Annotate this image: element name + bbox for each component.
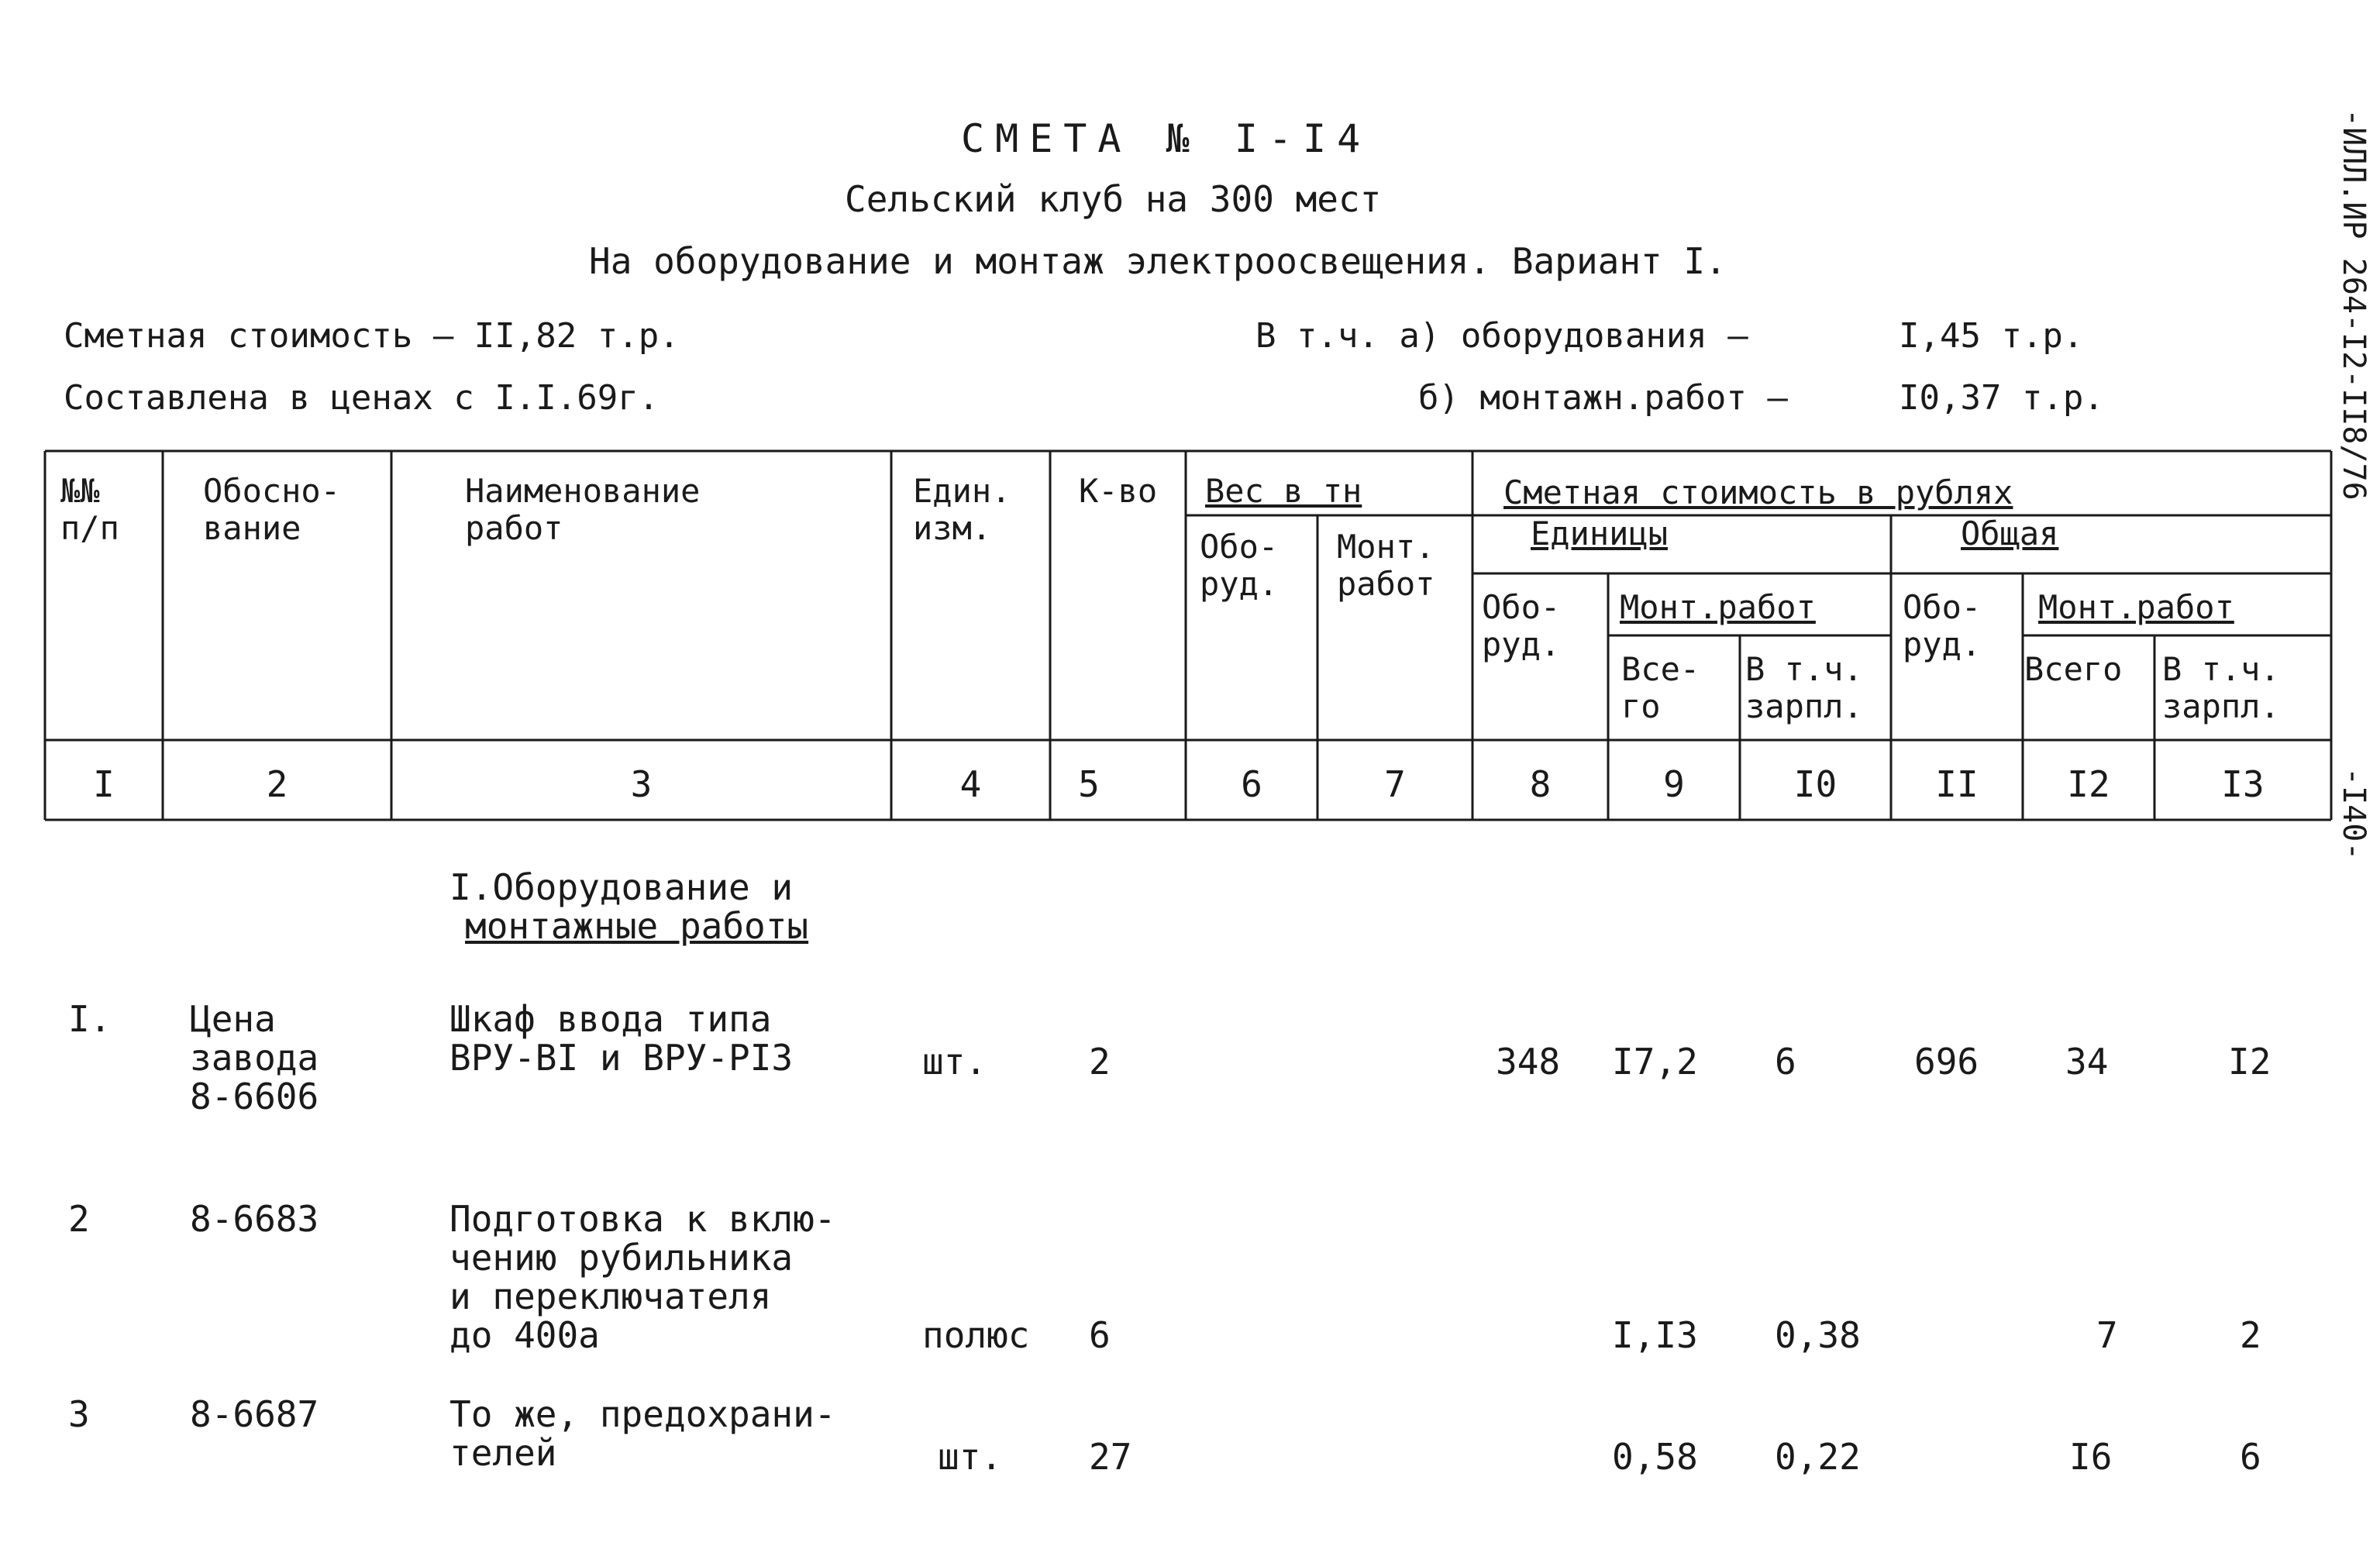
prices-date: Составлена в ценах с I.I.69г. xyxy=(64,378,660,418)
row-basis: Цена завода 8-6606 xyxy=(190,998,319,1117)
row-unit-wages: 0,38 xyxy=(1775,1314,1861,1356)
row-total-equipment: 696 xyxy=(1914,1041,1979,1083)
row-unit: шт. xyxy=(938,1436,1003,1478)
header-weight-installation: Монт. работ xyxy=(1337,528,1435,603)
header-basis: Обосно- вание xyxy=(203,472,341,547)
column-number: 7 xyxy=(1384,763,1406,805)
row-unit-installation: I,I3 xyxy=(1612,1314,1698,1356)
row-name: Шкаф ввода типа ВРУ-ВI и ВРУ-РI3 xyxy=(449,998,794,1079)
header-weight-equipment: Обо- руд. xyxy=(1200,528,1279,603)
row-unit-wages: 0,22 xyxy=(1775,1436,1861,1478)
header-unit-equipment: Обо- руд. xyxy=(1482,588,1561,663)
document-description: На оборудование и монтаж электроосвещения. Вариант I. xyxy=(589,240,1727,282)
row-total-installation: I6 xyxy=(2069,1436,2113,1478)
column-number: 8 xyxy=(1529,763,1552,805)
column-number: II xyxy=(1935,763,1979,805)
row-unit: шт. xyxy=(922,1041,987,1083)
document-title: СМЕТА № I-I4 xyxy=(961,116,1372,161)
header-unit-cost: Единицы xyxy=(1531,515,1669,553)
column-number: I xyxy=(93,763,115,805)
column-number: I0 xyxy=(1793,763,1838,805)
row-quantity: 2 xyxy=(1089,1041,1111,1083)
row-basis: 8-6687 xyxy=(190,1393,319,1435)
column-number: 5 xyxy=(1078,763,1100,805)
row-total-installation: 34 xyxy=(2065,1041,2109,1083)
row-total-wages: 2 xyxy=(2240,1314,2261,1356)
row-name: То же, предохрани- телей xyxy=(449,1393,836,1474)
row-unit-installation: 0,58 xyxy=(1612,1436,1698,1478)
row-name: Подготовка к вклю- чению рубильника и переключателя до 400а xyxy=(449,1198,836,1356)
incl-installation-label: б) монтажн.работ – xyxy=(1418,378,1788,418)
header-unit-installation-total: Все- го xyxy=(1621,650,1700,725)
row-quantity: 6 xyxy=(1089,1314,1111,1356)
column-number: 6 xyxy=(1241,763,1262,805)
header-total-cost: Общая xyxy=(1961,515,2059,553)
incl-equipment-label: В т.ч. а) оборудования – xyxy=(1255,316,1748,356)
side-document-code: -ИЛЛ.ИР 264-I2-II8/76 xyxy=(2336,108,2371,501)
header-total-installation-wages: В т.ч. зарпл. xyxy=(2162,650,2280,725)
row-unit-equipment: 348 xyxy=(1496,1041,1561,1083)
header-total-installation-total: Всего xyxy=(2024,650,2123,688)
incl-equipment-value: I,45 т.р. xyxy=(1899,316,2084,356)
row-unit: полюс xyxy=(922,1314,1030,1356)
column-number: 3 xyxy=(630,763,653,805)
row-total-installation: 7 xyxy=(2096,1314,2118,1356)
row-basis: 8-6683 xyxy=(190,1198,319,1240)
column-number: I3 xyxy=(2221,763,2265,805)
header-total-equipment: Обо- руд. xyxy=(1903,588,1982,663)
row-quantity: 27 xyxy=(1089,1436,1132,1478)
incl-installation-value: I0,37 т.р. xyxy=(1899,378,2104,418)
column-number: I2 xyxy=(2067,763,2110,805)
header-quantity: К-во xyxy=(1079,472,1158,510)
row-number: 3 xyxy=(68,1393,90,1435)
row-unit-installation: I7,2 xyxy=(1612,1041,1698,1083)
header-total-installation: Монт.работ xyxy=(2038,588,2234,626)
row-number: I. xyxy=(68,998,112,1040)
header-cost: Сметная стоимость в рублях xyxy=(1503,473,2013,511)
column-number: 9 xyxy=(1663,763,1685,805)
column-number: 2 xyxy=(266,763,288,805)
header-unit-installation: Монт.работ xyxy=(1620,588,1816,626)
row-unit-wages: 6 xyxy=(1775,1041,1796,1083)
document-subtitle: Сельский клуб на 300 мест xyxy=(845,178,1382,220)
header-unit: Един. изм. xyxy=(913,472,1011,547)
row-total-wages: I2 xyxy=(2228,1041,2272,1083)
row-number: 2 xyxy=(68,1198,90,1240)
header-weight: Вес в тн xyxy=(1205,472,1362,510)
section-title-2: монтажные работы xyxy=(465,905,809,947)
header-work-name: Наименование работ xyxy=(465,472,701,547)
estimated-cost: Сметная стоимость – II,82 т.р. xyxy=(64,316,680,356)
column-number: 4 xyxy=(959,763,982,805)
header-number: №№ п/п xyxy=(60,472,119,547)
header-unit-installation-wages: В т.ч. зарпл. xyxy=(1745,650,1863,725)
section-title: I.Оборудование и xyxy=(449,866,794,908)
row-total-wages: 6 xyxy=(2240,1436,2261,1478)
page-number: -I40- xyxy=(2336,767,2371,861)
